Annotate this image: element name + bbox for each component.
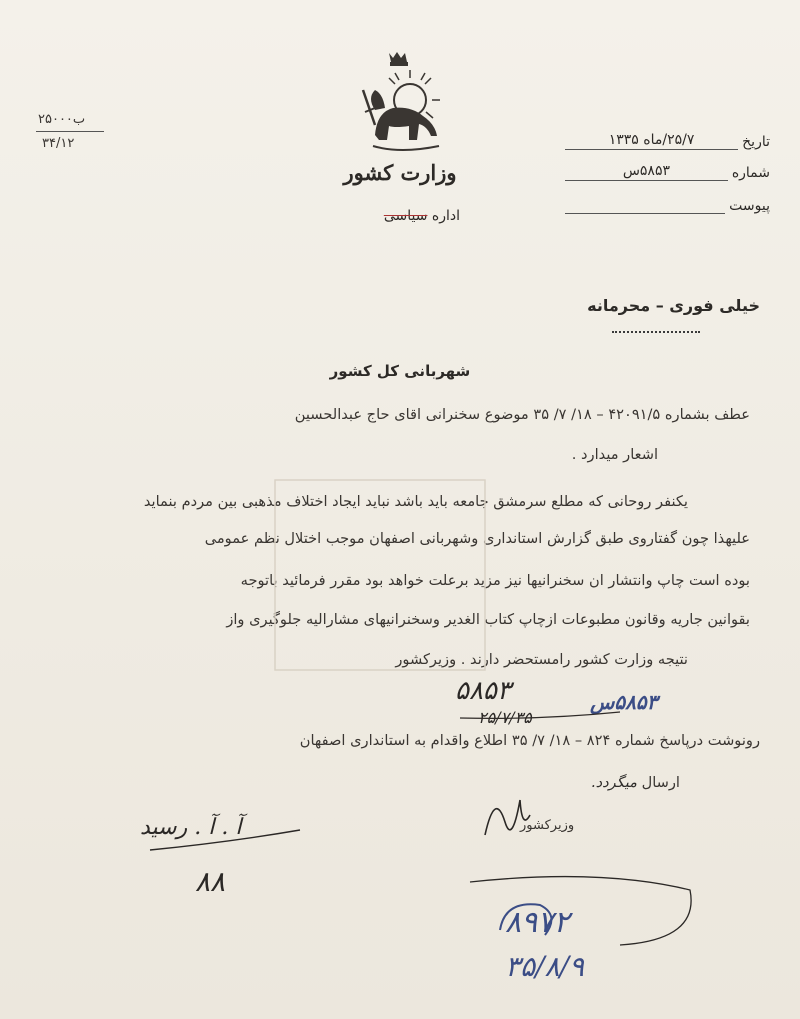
left-signature-text: آ . آ . رسید [140,815,242,840]
body-line-5: بوده است چاپ وانتشار ان سخنرانیها نیز مزید برعلت خواهد بود مقرر فرمائید باتوجه [240,572,750,589]
attachment-label: پیوست [729,198,770,214]
copy-line-1: رونوشت درپاسخ شماره ۸۲۴ – ۱۸/ ۷/ ۳۵ اطلاع واقدام به استانداری اصفهان [299,732,760,749]
signature-label: وزیرکشور [520,818,575,833]
body-line-4: علیهذا چون گفتاروی طبق گزارش استانداری وشهربانی اصفهان موجب اختلال نظم عمومی [204,530,750,547]
meta-number-row [565,163,770,181]
copy-line-2 [591,774,680,791]
body-line-2: اشعار میدارد . [571,446,658,463]
body-line-6: بقوانین جاریه وقانون مطبوعات ازچاپ کتاب الغدیر وسخنرانیهای مشارالیه جلوگیری واز [226,611,750,628]
handwritten-number-under: ۲۵/۷/۳۵ [478,708,532,727]
handwritten-number-blue: ۵۸۵۳س [590,690,658,714]
date-value: ۲۵/۷/ماه ۱۳۳۵ [565,132,738,150]
tracking-number-bottom: ۳۴/۱۲ [42,136,75,151]
date-label: تاریخ [742,134,770,150]
department-line [340,208,460,224]
copy-line-2-prefix: ارسال [641,774,680,791]
meta-attachment-row [565,198,770,214]
number-value: ۵۸۵۳س [565,163,728,181]
ministry-name: وزارت کشور [343,160,457,185]
left-handwritten-number: ۸۸ [195,865,226,898]
tracking-divider [36,131,104,132]
tracking-number-top: ۲۵۰۰۰ب [38,112,86,127]
urgency-underline [612,331,700,333]
body-line-1: عطف بشماره ۴۲۰۹۱/۵ – ۱۸/ ۷/ ۳۵ موضوع سخنرانی اقای حاج عبدالحسین [294,406,750,423]
attachment-value [565,212,725,214]
blue-handwritten-number: ۸۹۷۲ [505,905,570,940]
body-line-7: نتیجه وزارت کشور رامستحضر دارند . وزیرکشور [395,651,688,668]
number-label: شماره [731,165,770,181]
meta-date-row [565,132,770,150]
addressee: شهربانی کل کشور [329,362,471,380]
blue-handwritten-date: ۳۵/۸/۹ [505,950,585,983]
urgency-heading: خیلی فوری – محرمانه [587,296,760,315]
department-value: سیاسی [383,208,428,224]
body-line-3: یکنفر روحانی که مطلع سرمشق جامعه باید باشد نباید ایجاد اختلاف مذهبی بین مردم بنماید [143,493,688,510]
department-label: اداره [431,208,460,224]
handwritten-number-black: ۵۸۵۳ [455,676,511,706]
copy-line-2-handwritten: میگردد. [590,774,637,791]
